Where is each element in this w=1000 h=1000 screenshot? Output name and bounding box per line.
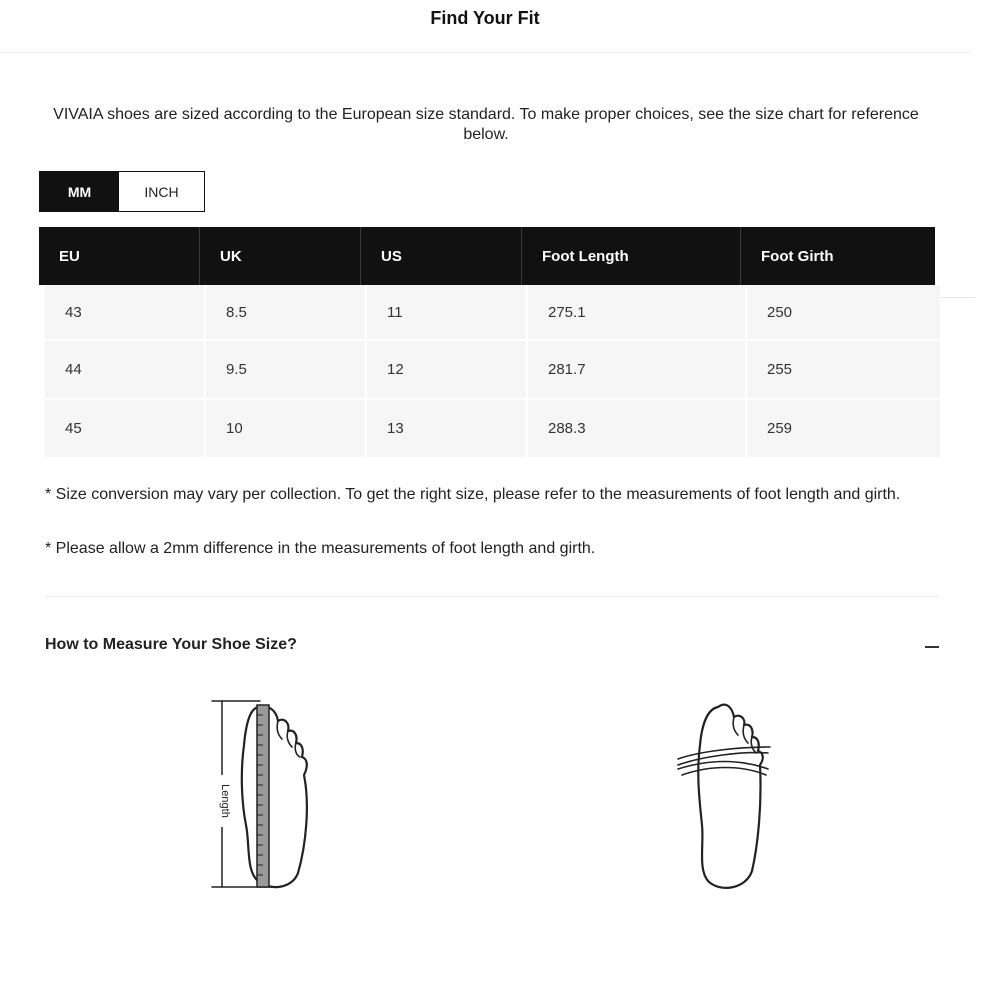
measurement-difference-note: * Please allow a 2mm difference in the measurements of foot length and girth. [45, 540, 596, 557]
header-divider [935, 297, 975, 298]
cell-uk: 10 [206, 400, 367, 457]
cell-foot-length: 275.1 [528, 285, 747, 339]
mm-unit-button[interactable]: MM [40, 172, 119, 211]
cell-eu: 45 [45, 400, 206, 457]
modal-header [0, 0, 970, 53]
cell-foot-girth: 255 [767, 361, 793, 378]
column-header-us: US [361, 227, 522, 285]
minus-icon[interactable] [924, 637, 940, 655]
unit-toggle [39, 171, 205, 212]
cell-eu: 43 [45, 285, 206, 339]
inch-unit-button[interactable]: INCH [119, 172, 204, 211]
foot-girth-illustration [670, 695, 790, 895]
size-table-body [45, 285, 940, 459]
cell-uk: 8.5 [206, 285, 367, 339]
how-to-measure-title: How to Measure Your Shoe Size? [45, 636, 297, 653]
size-conversion-note: * Size conversion may vary per collection. To get the right size, please refer to the measurements of foot length and girth. [45, 486, 901, 503]
table-row [45, 285, 940, 341]
column-header-uk: UK [200, 227, 361, 285]
cell-uk: 9.5 [206, 341, 367, 398]
table-row [45, 400, 940, 459]
cell-us: 11 [367, 285, 528, 339]
cell-us: 13 [367, 400, 528, 457]
cell-foot-girth: 250 [767, 303, 793, 321]
cell-eu: 44 [45, 341, 206, 398]
column-header-foot-girth: Foot Girth [761, 247, 834, 265]
column-header-eu: EU [39, 227, 200, 285]
cell-foot-girth: 259 [767, 420, 793, 437]
how-to-measure-toggle[interactable] [45, 634, 940, 660]
section-divider [45, 596, 940, 597]
cell-us: 12 [367, 341, 528, 398]
intro-text: VIVAIA shoes are sized according to the European size standard. To make proper choices, see the size chart for reference below. [53, 106, 919, 143]
length-label: Length [219, 784, 231, 818]
page-title: Find Your Fit [430, 8, 540, 28]
column-header-foot-length: Foot Length [522, 227, 741, 285]
size-table-header [39, 227, 935, 285]
table-row [45, 341, 940, 400]
cell-foot-length: 281.7 [528, 341, 747, 398]
cell-foot-length: 288.3 [528, 400, 747, 457]
foot-length-illustration [200, 695, 320, 895]
